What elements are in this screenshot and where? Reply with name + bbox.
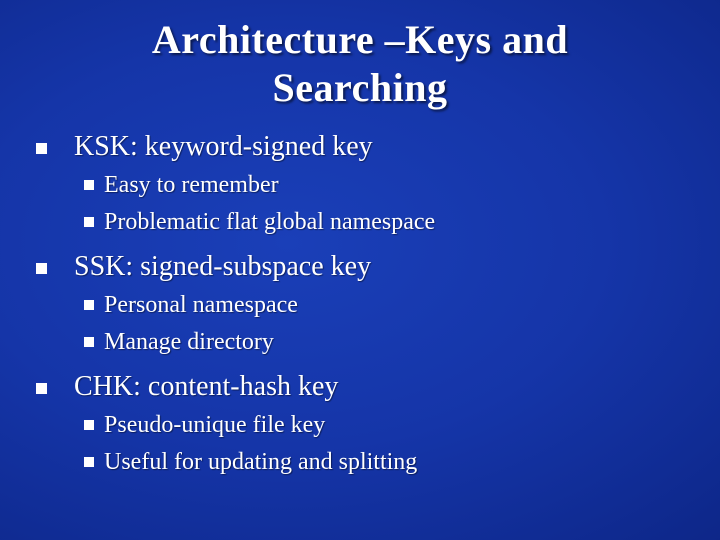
- subbullet-item: [34, 204, 694, 241]
- subbullet-item: [34, 324, 694, 361]
- bullet-list: [34, 127, 694, 481]
- bullet-label: SSK: signed-subspace key: [74, 251, 372, 282]
- sublist-chk: [34, 407, 694, 481]
- subbullet-label: Manage directory: [104, 329, 274, 355]
- square-bullet-icon: [36, 383, 47, 394]
- subbullet-label: Easy to remember: [104, 172, 279, 198]
- square-bullet-icon: [84, 337, 94, 347]
- subbullet-item: [34, 444, 694, 481]
- square-bullet-icon: [84, 420, 94, 430]
- subbullet-label: Problematic flat global namespace: [104, 209, 436, 235]
- subbullet-item: [34, 407, 694, 444]
- subbullet-label: Pseudo-unique file key: [104, 412, 326, 438]
- subbullet-item: [34, 287, 694, 324]
- slide-title-line-2: Searching: [272, 65, 448, 110]
- bullet-label: CHK: content-hash key: [74, 371, 339, 402]
- slide-title-line-1: Architecture –Keys and: [151, 17, 569, 62]
- sublist-ksk: [34, 167, 694, 241]
- subbullet-item: [34, 167, 694, 204]
- slide-title: [0, 16, 720, 112]
- bullet-label: KSK: keyword-signed key: [74, 131, 373, 162]
- bullet-ksk: [34, 127, 694, 167]
- bullet-chk: [34, 367, 694, 407]
- square-bullet-icon: [84, 457, 94, 467]
- subbullet-label: Personal namespace: [104, 292, 298, 318]
- square-bullet-icon: [84, 217, 94, 227]
- square-bullet-icon: [84, 300, 94, 310]
- square-bullet-icon: [36, 143, 47, 154]
- square-bullet-icon: [84, 180, 94, 190]
- square-bullet-icon: [36, 263, 47, 274]
- bullet-ssk: [34, 247, 694, 287]
- sublist-ssk: [34, 287, 694, 361]
- subbullet-label: Useful for updating and splitting: [104, 449, 418, 475]
